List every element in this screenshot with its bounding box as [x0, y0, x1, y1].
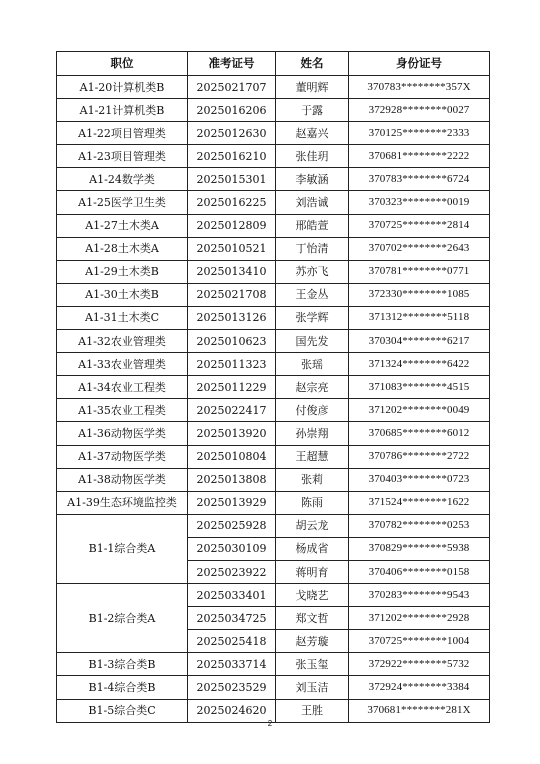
position-cell: A1-31土木类C	[57, 306, 188, 329]
name-cell: 张瑶	[276, 353, 349, 376]
roster-body	[57, 76, 490, 723]
table-row	[57, 260, 490, 283]
name-cell: 张佳玥	[276, 145, 349, 168]
name-cell: 丁怡清	[276, 237, 349, 260]
id-number-cell: 371202********0049	[349, 399, 490, 422]
name-cell: 孙崇翔	[276, 422, 349, 445]
table-row	[57, 145, 490, 168]
table-row	[57, 514, 490, 537]
exam-number-cell: 2025016206	[188, 99, 276, 122]
id-number-cell: 370783********357X	[349, 76, 490, 99]
position-cell: A1-34农业工程类	[57, 376, 188, 399]
id-number-cell: 372922********5732	[349, 653, 490, 676]
table-row	[57, 191, 490, 214]
id-number-cell: 370406********0158	[349, 560, 490, 583]
position-cell: A1-38动物医学类	[57, 468, 188, 491]
name-cell: 王超慧	[276, 445, 349, 468]
table-row	[57, 399, 490, 422]
position-cell: A1-37动物医学类	[57, 445, 188, 468]
name-cell: 刘玉洁	[276, 676, 349, 699]
exam-number-cell: 2025022417	[188, 399, 276, 422]
table-row	[57, 214, 490, 237]
table-row	[57, 283, 490, 306]
exam-number-cell: 2025034725	[188, 607, 276, 630]
position-cell: A1-21计算机类B	[57, 99, 188, 122]
name-cell: 付俊彦	[276, 399, 349, 422]
table-row	[57, 584, 490, 607]
position-cell: A1-23项目管理类	[57, 145, 188, 168]
exam-number-cell: 2025010623	[188, 330, 276, 353]
exam-number-cell: 2025010521	[188, 237, 276, 260]
exam-number-cell: 2025025418	[188, 630, 276, 653]
exam-number-cell: 2025016210	[188, 145, 276, 168]
table-row	[57, 99, 490, 122]
exam-number-cell: 2025033401	[188, 584, 276, 607]
position-cell: A1-25医学卫生类	[57, 191, 188, 214]
id-number-cell: 370681********281X	[349, 699, 490, 722]
name-cell: 李敏涵	[276, 168, 349, 191]
name-cell: 于露	[276, 99, 349, 122]
name-cell: 蒋明育	[276, 560, 349, 583]
id-number-cell: 370783********6724	[349, 168, 490, 191]
id-number-cell: 370725********1004	[349, 630, 490, 653]
name-cell: 戈晓艺	[276, 584, 349, 607]
exam-number-cell: 2025024620	[188, 699, 276, 722]
name-cell: 陈雨	[276, 491, 349, 514]
position-cell: A1-30土木类B	[57, 283, 188, 306]
position-cell: A1-27土木类A	[57, 214, 188, 237]
exam-number-cell: 2025033714	[188, 653, 276, 676]
id-number-cell: 372928********0027	[349, 99, 490, 122]
table-row	[57, 76, 490, 99]
id-number-cell: 370304********6217	[349, 330, 490, 353]
exam-number-cell: 2025012809	[188, 214, 276, 237]
table-row	[57, 468, 490, 491]
header-name: 姓名	[276, 52, 349, 76]
id-number-cell: 371524********1622	[349, 491, 490, 514]
exam-number-cell: 2025010804	[188, 445, 276, 468]
table-row	[57, 445, 490, 468]
header-row	[57, 52, 490, 76]
position-cell: A1-33农业管理类	[57, 353, 188, 376]
roster-table	[56, 51, 490, 723]
id-number-cell: 372924********3384	[349, 676, 490, 699]
name-cell: 杨成省	[276, 537, 349, 560]
table-row	[57, 353, 490, 376]
table-row	[57, 676, 490, 699]
name-cell: 王胜	[276, 699, 349, 722]
position-cell: A1-39生态环境监控类	[57, 491, 188, 514]
id-number-cell: 370685********6012	[349, 422, 490, 445]
id-number-cell: 372330********1085	[349, 283, 490, 306]
name-cell: 张莉	[276, 468, 349, 491]
table-row	[57, 653, 490, 676]
exam-number-cell: 2025013410	[188, 260, 276, 283]
exam-number-cell: 2025023922	[188, 560, 276, 583]
exam-number-cell: 2025023529	[188, 676, 276, 699]
page-number: 2	[267, 719, 273, 728]
id-number-cell: 370403********0723	[349, 468, 490, 491]
name-cell: 国先发	[276, 330, 349, 353]
id-number-cell: 371312********5118	[349, 306, 490, 329]
name-cell: 邢皓萱	[276, 214, 349, 237]
exam-number-cell: 2025021707	[188, 76, 276, 99]
name-cell: 郑文哲	[276, 607, 349, 630]
table-row	[57, 422, 490, 445]
position-cell: B1-3综合类B	[57, 653, 188, 676]
position-cell: A1-20计算机类B	[57, 76, 188, 99]
name-cell: 赵芳璇	[276, 630, 349, 653]
table-row	[57, 491, 490, 514]
exam-number-cell: 2025030109	[188, 537, 276, 560]
exam-number-cell: 2025011229	[188, 376, 276, 399]
id-number-cell: 370829********5938	[349, 537, 490, 560]
id-number-cell: 370681********2222	[349, 145, 490, 168]
exam-number-cell: 2025013126	[188, 306, 276, 329]
position-cell: B1-4综合类B	[57, 676, 188, 699]
position-cell: B1-1综合类A	[57, 514, 188, 583]
header-position: 职位	[57, 52, 188, 76]
id-number-cell: 370786********2722	[349, 445, 490, 468]
exam-number-cell: 2025011323	[188, 353, 276, 376]
header-id-number: 身份证号	[349, 52, 490, 76]
id-number-cell: 370781********0771	[349, 260, 490, 283]
exam-number-cell: 2025016225	[188, 191, 276, 214]
name-cell: 王金丛	[276, 283, 349, 306]
name-cell: 赵嘉兴	[276, 122, 349, 145]
position-cell: B1-5综合类C	[57, 699, 188, 722]
table-row	[57, 376, 490, 399]
id-number-cell: 370283********9543	[349, 584, 490, 607]
name-cell: 胡云龙	[276, 514, 349, 537]
position-cell: B1-2综合类A	[57, 584, 188, 653]
id-number-cell: 370323********0019	[349, 191, 490, 214]
table-row	[57, 330, 490, 353]
id-number-cell: 371083********4515	[349, 376, 490, 399]
id-number-cell: 370725********2814	[349, 214, 490, 237]
exam-number-cell: 2025013808	[188, 468, 276, 491]
name-cell: 张玉玺	[276, 653, 349, 676]
header-exam-number: 准考证号	[188, 52, 276, 76]
position-cell: A1-35农业工程类	[57, 399, 188, 422]
position-cell: A1-24数学类	[57, 168, 188, 191]
position-cell: A1-29土木类B	[57, 260, 188, 283]
name-cell: 董明辉	[276, 76, 349, 99]
position-cell: A1-28土木类A	[57, 237, 188, 260]
id-number-cell: 371202********2928	[349, 607, 490, 630]
id-number-cell: 371324********6422	[349, 353, 490, 376]
position-cell: A1-36动物医学类	[57, 422, 188, 445]
exam-number-cell: 2025025928	[188, 514, 276, 537]
name-cell: 张学辉	[276, 306, 349, 329]
exam-number-cell: 2025013920	[188, 422, 276, 445]
exam-number-cell: 2025012630	[188, 122, 276, 145]
name-cell: 赵宗亮	[276, 376, 349, 399]
exam-number-cell: 2025015301	[188, 168, 276, 191]
table-row	[57, 306, 490, 329]
position-cell: A1-22项目管理类	[57, 122, 188, 145]
id-number-cell: 370702********2643	[349, 237, 490, 260]
table-row	[57, 168, 490, 191]
name-cell: 苏亦飞	[276, 260, 349, 283]
exam-number-cell: 2025013929	[188, 491, 276, 514]
id-number-cell: 370782********0253	[349, 514, 490, 537]
table-row	[57, 237, 490, 260]
exam-number-cell: 2025021708	[188, 283, 276, 306]
position-cell: A1-32农业管理类	[57, 330, 188, 353]
table-row	[57, 122, 490, 145]
name-cell: 刘浩诚	[276, 191, 349, 214]
id-number-cell: 370125********2333	[349, 122, 490, 145]
